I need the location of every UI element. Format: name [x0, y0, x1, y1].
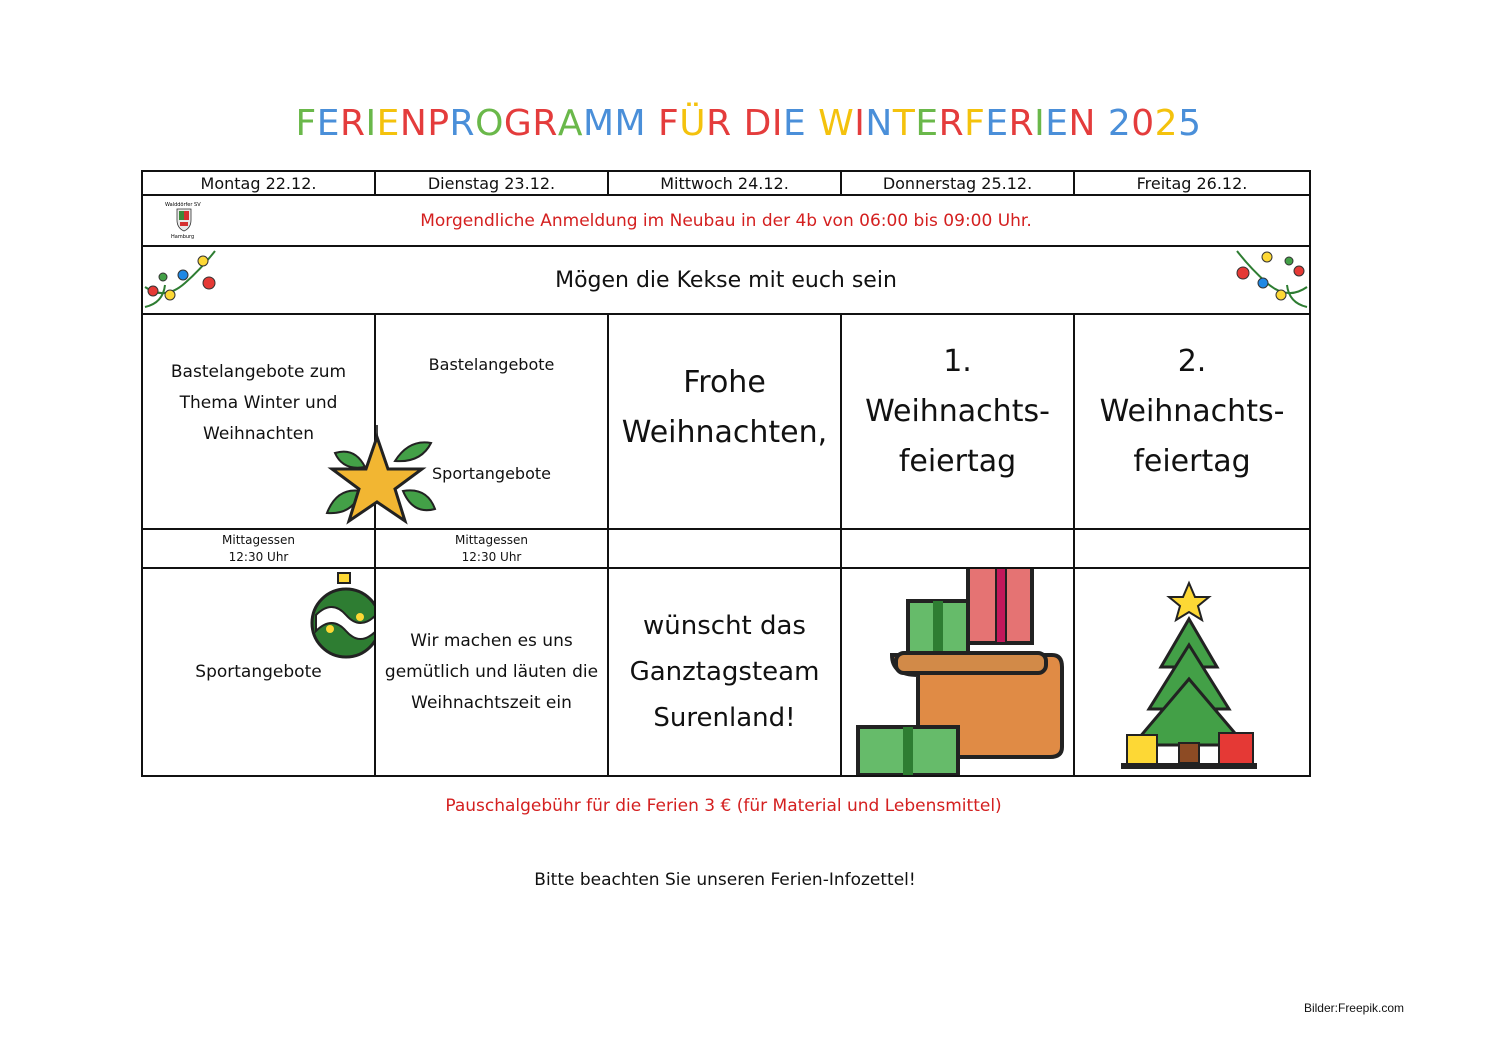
lunch-cell: [608, 529, 841, 568]
cell-text: Bastelangebote: [428, 355, 555, 374]
fairy-lights-icon: [1229, 247, 1309, 314]
lunch-cell: [841, 529, 1074, 568]
registration-row: [142, 195, 1310, 246]
cell-text: Mittagessen: [455, 532, 528, 547]
title-letter: E: [376, 103, 400, 144]
title-letter: N: [865, 103, 893, 144]
day-header: Mittwoch 24.12.: [608, 171, 841, 195]
title-letter: P: [427, 103, 450, 144]
page-title: [0, 103, 1497, 144]
cell-wednesday-afternoon: [608, 568, 841, 776]
gift-boot-icon: [856, 568, 1066, 776]
cell-tuesday-afternoon: [375, 568, 608, 776]
title-letter: E: [782, 103, 807, 144]
title-letter: N: [1068, 103, 1096, 144]
motto-text: Mögen die Kekse mit euch sein: [555, 267, 897, 293]
title-letter: G: [503, 103, 533, 144]
cell-text: 1.: [943, 343, 972, 379]
cell-text: Weihnachts-: [865, 393, 1050, 429]
title-letter: [732, 103, 744, 144]
title-letter: I: [365, 103, 377, 144]
registration-text: Morgendliche Anmeldung im Neubau in der 4b von 06:00 bis 09:00 Uhr.: [420, 210, 1032, 231]
day-header: Dienstag 23.12.: [375, 171, 608, 195]
cell-text: 12:30 Uhr: [461, 549, 522, 564]
title-letter: W: [818, 103, 855, 144]
title-letter: E: [915, 103, 939, 144]
day-header-row: [142, 171, 1310, 195]
logo-text: Walddörfer SV: [165, 202, 201, 208]
title-letter: E: [1045, 103, 1069, 144]
day-header: Donnerstag 25.12.: [841, 171, 1074, 195]
cell-text: Sportangebote: [432, 464, 551, 483]
activity-row-afternoon: [142, 568, 1310, 776]
title-letter: R: [938, 103, 965, 144]
cell-text: Weihnachten,: [621, 414, 828, 450]
cell-text: Ganztagsteam: [629, 657, 820, 687]
schedule-table: [141, 170, 1311, 777]
title-letter: 2: [1107, 103, 1132, 144]
title-letter: 0: [1131, 103, 1155, 144]
info-note: Bitte beachten Sie unseren Ferien-Infozettel!: [534, 870, 916, 890]
title-letter: I: [771, 103, 783, 144]
lunch-cell: [375, 529, 608, 568]
title-letter: R: [449, 103, 476, 144]
cell-text: gemütlich und läuten die: [384, 661, 599, 682]
cell-text: Surenland!: [653, 703, 796, 733]
activity-row-morning: [142, 314, 1310, 529]
title-letter: 5: [1178, 103, 1202, 144]
title-letter: 2: [1154, 103, 1179, 144]
title-letter: M: [614, 103, 647, 144]
lunch-row: [142, 529, 1310, 568]
fee-notice: Pauschalgebühr für die Ferien 3 € (für Material und Lebensmittel): [445, 796, 1002, 816]
cell-thursday-morning: [841, 314, 1074, 529]
image-credit: Bilder:Freepik.com: [1303, 1001, 1404, 1015]
title-letter: I: [1034, 103, 1046, 144]
fairy-lights-icon: [143, 247, 223, 314]
logo-text: Hamburg: [171, 234, 195, 240]
day-header: Montag 22.12.: [142, 171, 375, 195]
day-header: Freitag 26.12.: [1074, 171, 1310, 195]
cell-text: Weihnachten: [203, 424, 314, 444]
club-logo-icon: [163, 200, 207, 240]
cell-friday-morning: [1074, 314, 1310, 529]
title-letter: I: [854, 103, 866, 144]
cell-text: Weihnachtszeit ein: [411, 692, 572, 713]
title-letter: [646, 103, 658, 144]
cell-text: feiertag: [898, 443, 1017, 479]
title-letter: R: [340, 103, 366, 144]
title-letter: E: [985, 103, 1009, 144]
cell-text: wünscht das: [643, 611, 806, 641]
cell-thursday-afternoon: [841, 568, 1074, 776]
motto-row: [142, 246, 1310, 314]
title-letter: F: [658, 103, 680, 144]
cell-text: Mittagessen: [222, 532, 295, 547]
cell-text: Frohe: [683, 364, 766, 400]
title-letter: A: [557, 103, 583, 144]
cell-text: Thema Winter und: [179, 393, 338, 413]
title-letter: O: [475, 103, 504, 144]
title-letter: M: [582, 103, 615, 144]
title-letter: R: [532, 103, 558, 144]
lunch-cell: [1074, 529, 1310, 568]
cell-text: Bastelangebote zum: [170, 362, 347, 382]
cell-text: Weihnachts-: [1099, 393, 1285, 429]
title-letter: F: [295, 103, 317, 144]
title-letter: R: [706, 103, 732, 144]
title-letter: [806, 103, 818, 144]
cell-text: Sportangebote: [195, 662, 322, 682]
lunch-cell: [142, 529, 375, 568]
title-letter: D: [743, 103, 772, 144]
cell-friday-afternoon: [1074, 568, 1310, 776]
cell-text: feiertag: [1133, 443, 1251, 479]
title-letter: [1096, 103, 1108, 144]
star-ornament-icon: [325, 425, 440, 534]
cell-text: 12:30 Uhr: [228, 549, 289, 564]
title-letter: T: [892, 103, 916, 144]
cell-text: Wir machen es uns: [410, 630, 573, 651]
cell-wednesday-morning: [608, 314, 841, 529]
title-letter: Ü: [679, 103, 707, 144]
title-letter: R: [1008, 103, 1035, 144]
title-letter: N: [399, 103, 428, 144]
bauble-icon: [308, 571, 375, 664]
title-letter: E: [316, 103, 340, 144]
christmas-tree-icon: [1119, 575, 1259, 776]
cell-monday-afternoon: [142, 568, 375, 776]
title-letter: F: [964, 103, 986, 144]
cell-text: 2.: [1177, 343, 1207, 379]
